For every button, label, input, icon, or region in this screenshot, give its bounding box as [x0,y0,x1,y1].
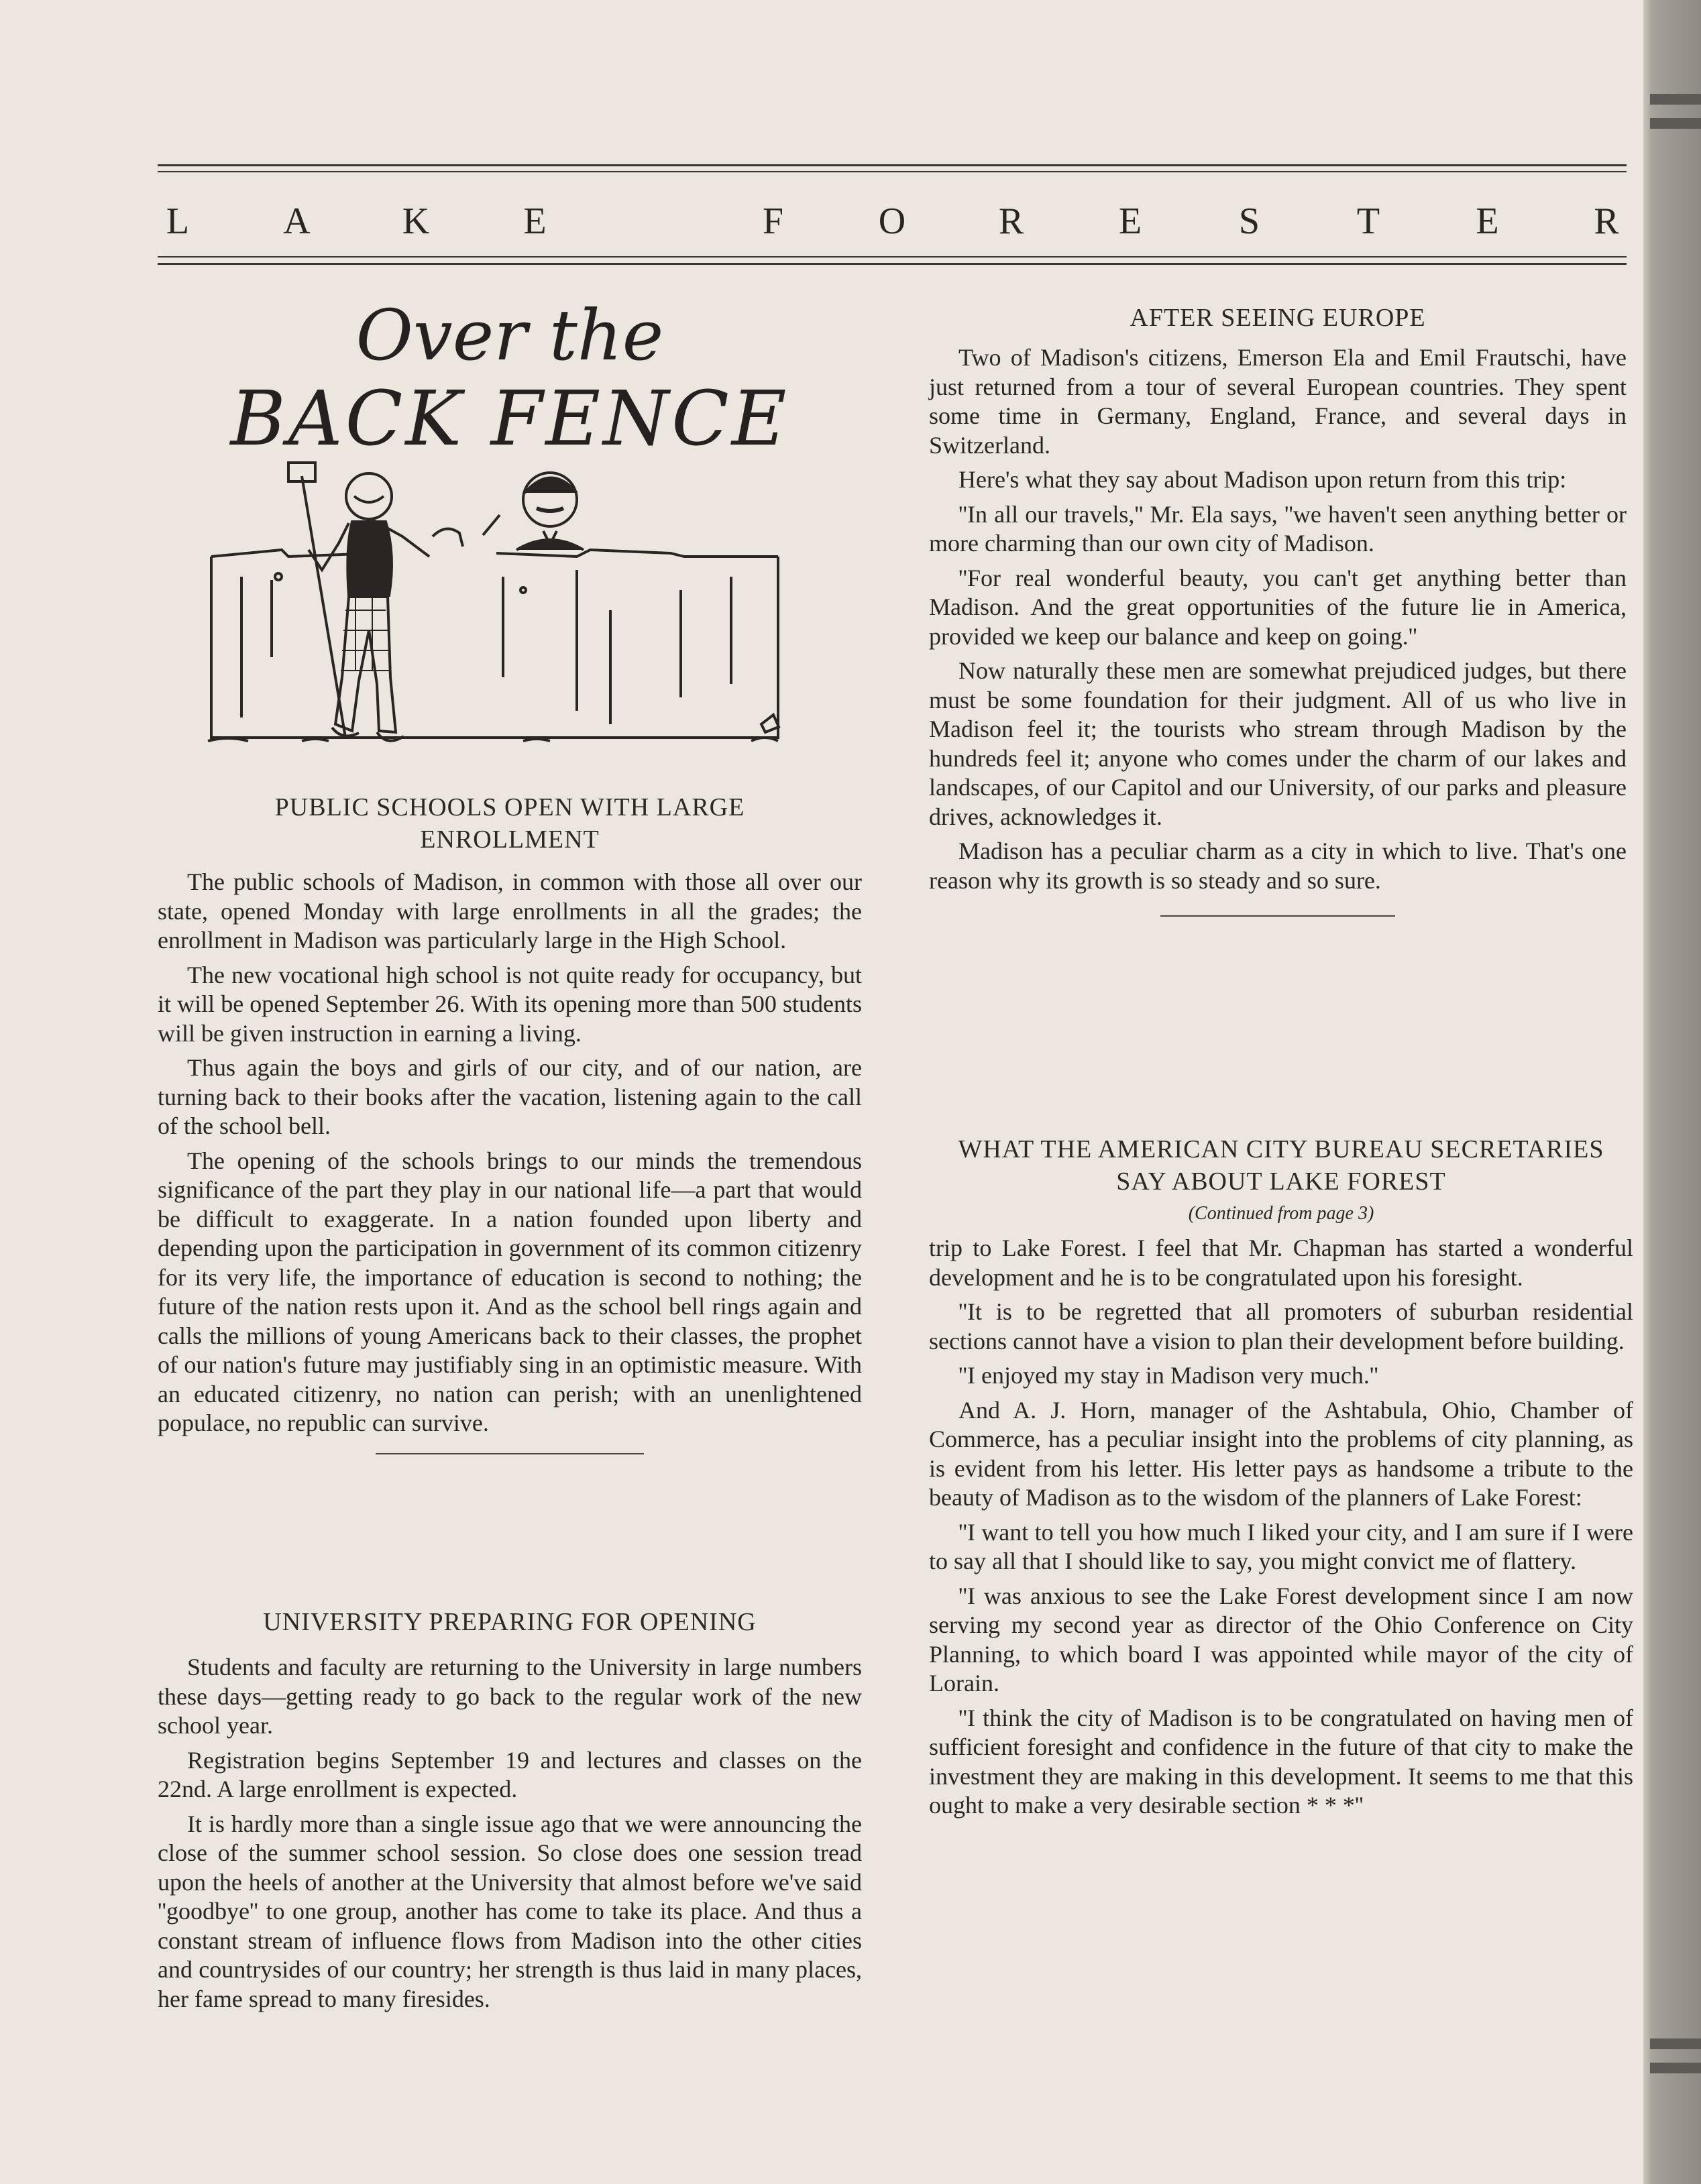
article-paragraph: Two of Madison's citizens, Emerson Ela and Emil Frautschi, have just returned from a tour of several European countries. They spent some time in Germany, England, France, and several days in Switzerland. [929,344,1627,459]
article-paragraph: ''For real wonderful beauty, you can't get anything better than Madison. And the great opportunities of the future lie in America, provided we keep our balance and keep on going.'' [929,564,1627,650]
binding-notch [1650,94,1701,105]
article-university [158,1606,862,2019]
section-title-line-2: BACK FENCE [230,376,789,463]
masthead-letter: F [762,200,784,242]
article-paragraph: trip to Lake Forest. I feel that Mr. Chapman has started a wonderful development and he is to be congratulated upon his foresight. [929,1234,1633,1291]
back-fence-cartoon [201,456,805,771]
binding-notch [1650,2038,1701,2049]
article-paragraph: Here's what they say about Madison upon return from this trip: [958,466,1567,493]
article-paragraph: It is hardly more than a single issue ago that we were announcing the close of the summer school session. So close does one session tread upon the heels of another at the University that almost before we've said ''goodbye'' to one group, another has come to take its place. And thus a constant stream of influence flows from Madison into the other cities and countrysides of our country; her strength is thus laid in many places, her fame spread to many firesides. [158,1810,862,2012]
article-paragraph: ''I was anxious to see the Lake Forest development since I am now serving my second year as director of the Ohio Conference on City Planning, to which board I was appointed while mayor of the city of Lorain. [929,1582,1633,1697]
article-paragraph: ''I think the city of Madison is to be congratulated on having men of sufficient foresight and confidence in the future of that city to make the investment they are making in this development. It seems to me that this ought to make a very desirable section * * *'' [929,1704,1633,1819]
article-public-schools [158,791,862,1454]
article-paragraph: The new vocational high school is not quite ready for occupancy, but it will be opened September 26. With its opening more than 500 students will be given instruction in earning a living. [158,961,862,1047]
article-paragraph: Thus again the boys and girls of our city, and of our nation, are turning back to their books after the vacation, listening again to the call of the school bell. [158,1054,862,1139]
masthead-letter: E [1118,200,1142,242]
article-paragraph: ''It is to be regretted that all promoters of suburban residential sections cannot have a vision to plan their development before building. [929,1298,1633,1355]
article-paragraph: And A. J. Horn, manager of the Ashtabula, Ohio, Chamber of Commerce, has a peculiar insight into the problems of city planning, as is evident from his letter. His letter pays as handsome a tribute to the beauty of Madison as to the wisdom of the planners of Lake Forest: [929,1396,1633,1511]
section-divider [376,1453,644,1454]
masthead-letter: T [1356,200,1380,242]
article-headline: AFTER SEEING EUROPE [1130,304,1426,332]
article-paragraph: Registration begins September 19 and lectures and classes on the 22nd. A large enrollment is expected. [158,1746,862,1802]
masthead-letter: O [878,200,906,242]
article-paragraph: ''In all our travels,'' Mr. Ela says, ''we haven't seen anything better or more charming than our own city of Madison. [929,500,1627,557]
article-paragraph: ''I enjoyed my stay in Madison very much.'' [958,1362,1378,1389]
masthead [158,194,1627,248]
continued-note: (Continued from page 3) [1188,1203,1374,1224]
binding-notch [1650,2063,1701,2073]
article-headline: UNIVERSITY PREPARING FOR OPENING [263,1608,757,1636]
article-paragraph: The public schools of Madison, in common with those all over our state, opened Monday with large enrollments in all the grades; the enrollment in Madison was particularly large in the High School. [158,868,862,954]
article-after-seeing-europe [929,302,1627,917]
section-title [201,295,818,463]
article-headline: PUBLIC SCHOOLS OPEN WITH LARGE ENROLLMENT [274,793,745,854]
masthead-bottom-rule-2 [158,263,1627,265]
article-headline: WHAT THE AMERICAN CITY BUREAU SECRETARIES SAY ABOUT LAKE FOREST [958,1135,1604,1196]
masthead-bottom-rule-1 [158,256,1627,257]
section-divider [1160,915,1395,917]
article-paragraph: Students and faculty are returning to the University in large numbers these days—getting ready to go back to the regular work of the new school year. [158,1654,862,1739]
masthead-letter: K [402,200,430,242]
masthead-letter: S [1238,200,1260,242]
masthead-letter: A [283,200,311,242]
article-paragraph: The opening of the schools brings to our minds the tremendous significance of the part they play in our national life—a part that would be difficult to exaggerate. In a nation founded upon liberty and depending upon the participation in government of its common citizenry for its very life, the importance of education is second to nothing; the future of the nation rests upon it. And as the school bell rings again and calls the millions of young Americans back to their classes, the prophet of our nation's future may justifiably sing in an optimistic measure. With an educated citizenry, no nation can perish; with an unenlightened populace, no republic can survive. [158,1147,862,1436]
masthead-letter: E [523,200,547,242]
masthead-letter: R [1594,200,1619,242]
article-paragraph: ''I want to tell you how much I liked your city, and I am sure if I were to say all that I should like to say, you might convict me of flattery. [929,1518,1633,1574]
masthead-letter: R [998,200,1024,242]
masthead-letter: E [1476,200,1499,242]
binding-edge [1643,0,1701,2184]
masthead-top-rule-2 [158,171,1627,172]
article-american-city-bureau [929,1133,1633,1826]
masthead-top-rule-1 [158,164,1627,166]
binding-notch [1650,118,1701,129]
section-title-line-1: Over the [355,294,664,376]
article-paragraph: Madison has a peculiar charm as a city in which to live. That's one reason why its growth is so steady and so sure. [929,838,1627,894]
masthead-letter: L [166,200,190,242]
article-paragraph: Now naturally these men are somewhat prejudiced judges, but there must be some foundation for their judgment. All of us who live in Madison feel it; the tourists who stream through Madison by the hundreds feel it; anyone who comes under the charm of our lakes and landscapes, of our Capitol and our University, of our parks and pleasure drives, acknowledges it. [929,657,1627,830]
